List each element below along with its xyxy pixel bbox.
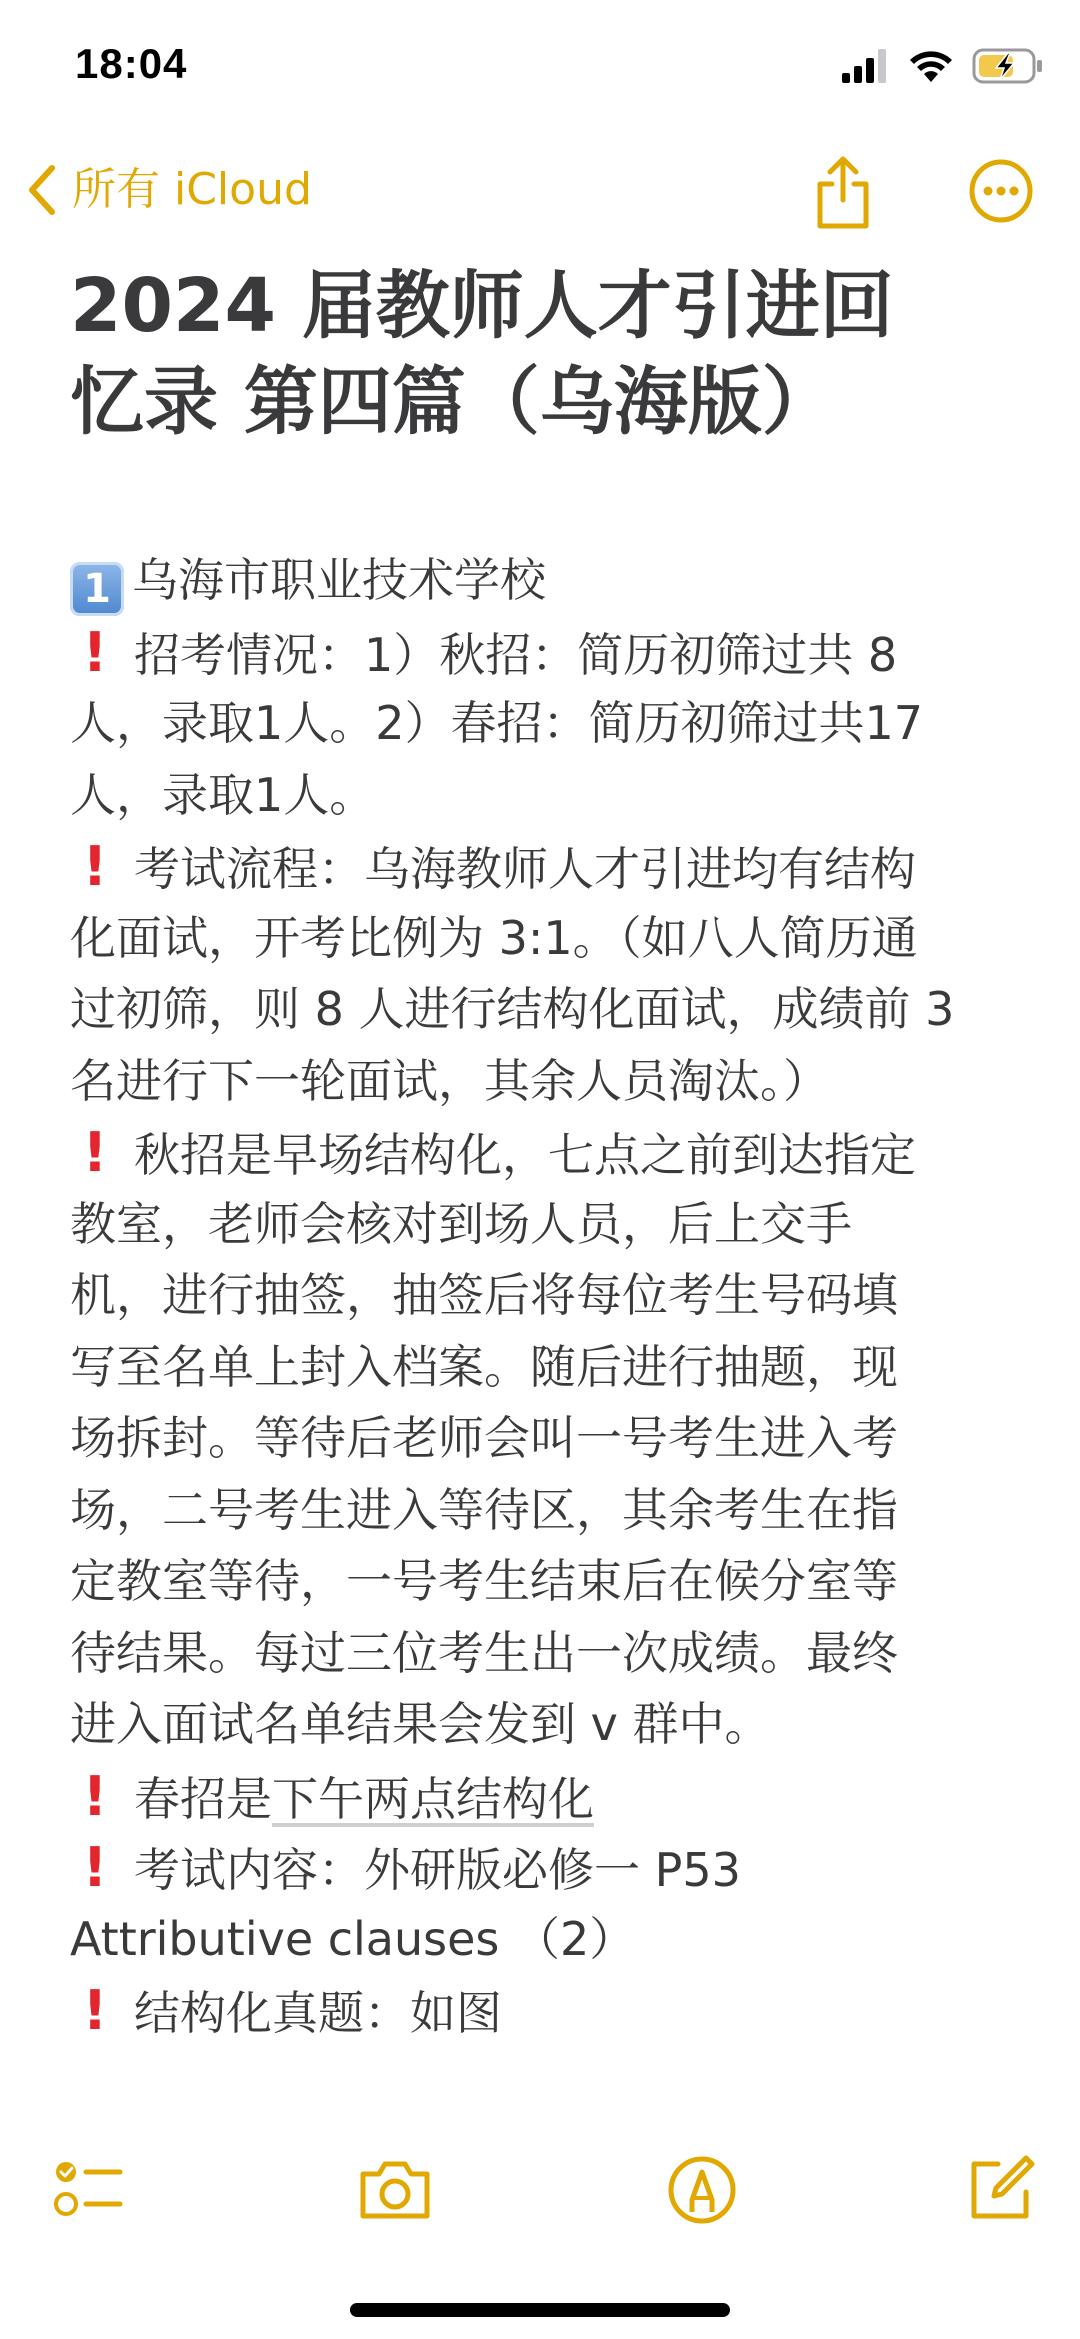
body-line: Attributive clauses （2） [70,1911,636,1966]
back-button[interactable] [22,150,312,230]
battery-charging-icon [972,47,1044,85]
status-time: 18:04 [75,40,188,87]
note-body[interactable] [70,545,1030,2047]
compose-icon [960,2150,1040,2230]
body-line: 教室，老师会核对到场人员，后上交手 [70,1196,852,1251]
exclamation-mark-icon: ! [82,620,108,684]
checklist-icon [48,2150,128,2230]
body-line: ! 考试流程：乌海教师人才引进均有结构 [70,831,1030,903]
body-line: ! 秋招是早场结构化，七点之前到达指定 [70,1117,1030,1189]
nav-bar [0,150,1080,230]
share-button[interactable] [808,154,878,230]
cellular-signal-icon [842,49,890,83]
markup-button[interactable] [662,2150,742,2230]
ellipsis-circle-icon [968,158,1034,224]
body-line: ! 结构化真题：如图 [70,1975,1030,2047]
body-line: 人，录取1人。2）春招：简历初筛过共17 [70,696,924,750]
checklist-button[interactable] [48,2150,128,2230]
status-icons [842,44,1044,88]
share-icon [808,154,878,230]
body-line: ! 春招是下午两点结构化 [70,1761,1030,1833]
body-line: 名进行下一轮面试，其余人员淘汰。） [70,1053,829,1108]
camera-button[interactable] [355,2150,435,2230]
body-line: ! 考试内容：外研版必修一 P53 [70,1832,1030,1904]
body-line: 写至名单上封入档案。随后进行抽题，现 [70,1339,898,1394]
back-label: 所有 iCloud [72,164,312,215]
note-title[interactable] [70,258,1030,450]
more-button[interactable] [968,158,1034,224]
exclamation-mark-icon: ! [82,1764,108,1828]
wifi-icon [908,48,954,84]
body-line: 机，进行抽签，抽签后将每位考生号码填 [70,1268,898,1322]
body-line: 人，录取1人。 [70,767,376,822]
status-bar [0,0,1080,130]
body-line: 场拆封。等待后老师会叫一号考生进入考 [70,1411,898,1465]
underlined-text: 下午两点结构化 [272,1771,594,1826]
markup-pen-icon [662,2150,742,2230]
compose-button[interactable] [960,2150,1040,2230]
note-title-line-2: 忆录 第四篇（乌海版） [70,359,836,445]
exclamation-mark-icon: ! [82,1836,108,1899]
body-line: 进入面试名单结果会发到 v 群中。 [70,1697,771,1751]
note-title-line-1: 2024 届教师人才引进回 [70,263,894,349]
bottom-toolbar [0,2140,1080,2240]
body-line: 化面试，开考比例为 3:1。（如八人简历通 [70,910,918,965]
home-indicator[interactable] [350,2303,730,2317]
chevron-left-icon [22,160,62,220]
exclamation-mark-icon: ! [82,1979,108,2042]
body-line: ! 招考情况：1）秋招：简历初筛过共 8 [70,617,1030,689]
camera-icon [355,2150,435,2230]
exclamation-mark-icon: ! [82,1121,108,1184]
body-line: 待结果。每过三位考生出一次成绩。最终 [70,1625,898,1680]
body-line: 场，二号考生进入等待区，其余考生在指 [70,1482,898,1537]
body-line: 过初筛，则 8 人进行结构化面试，成绩前 3 [70,982,955,1036]
keycap-one-icon: 1 [70,562,124,616]
exclamation-mark-icon: ! [82,835,108,898]
body-line: 1 乌海市职业技术学校 [70,545,1030,617]
body-line: 定教室等待，一号考生结束后在候分室等 [70,1554,898,1608]
